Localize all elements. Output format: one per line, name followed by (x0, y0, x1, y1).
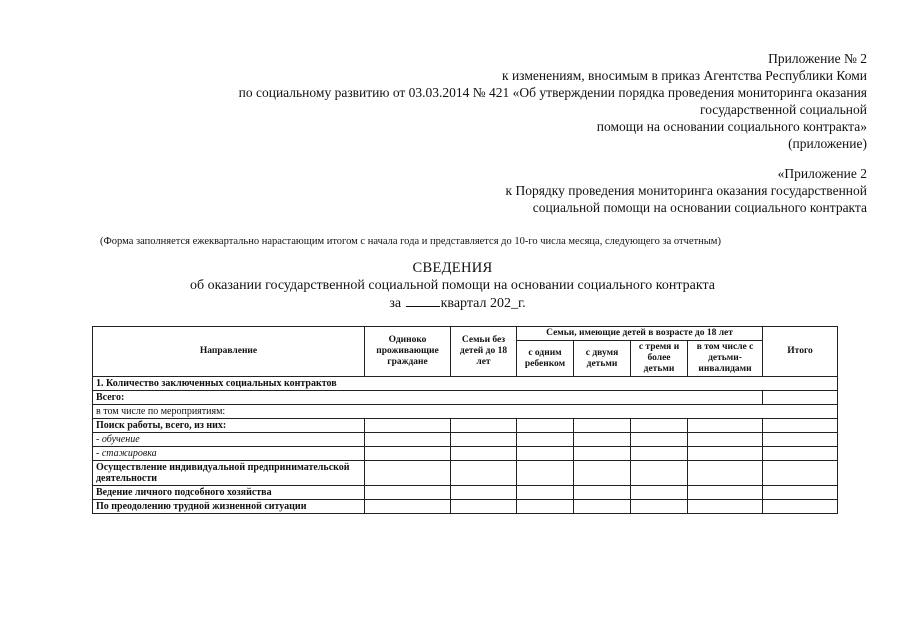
table-cell[interactable] (631, 419, 688, 433)
table-cell[interactable] (517, 486, 574, 500)
title-subtitle: об оказании государственной социальной помощи на основании социального контракта (189, 278, 716, 293)
table-cell[interactable] (451, 419, 517, 433)
table-cell[interactable] (763, 500, 838, 514)
document-title (0, 260, 905, 312)
table-cell[interactable] (365, 447, 451, 461)
table-cell[interactable] (574, 486, 631, 500)
table-cell[interactable] (365, 419, 451, 433)
table-cell[interactable] (574, 447, 631, 461)
procedure-header-line: социальной помощи на основании социального контракта (532, 200, 867, 215)
table-cell[interactable] (688, 433, 763, 447)
table-cell[interactable] (517, 433, 574, 447)
header-direction: Направление (93, 327, 365, 377)
table-cell[interactable] (451, 500, 517, 514)
annex-header-line: помощи на основании социального контракта» (596, 119, 867, 134)
header-one-child: с одним ребенком (517, 341, 574, 377)
table-cell[interactable] (517, 447, 574, 461)
row-entrepreneurship-label: Осуществление индивидуальной предпринимательской деятельности (93, 461, 365, 486)
report-table (92, 326, 838, 514)
header-single: Одиноко проживающие граждане (365, 327, 451, 377)
header-two-children: с двумя детьми (574, 341, 631, 377)
table-cell[interactable] (574, 461, 631, 486)
procedure-header-line: «Приложение 2 (777, 166, 867, 181)
table-cell[interactable] (365, 461, 451, 486)
cell-all-total[interactable] (763, 391, 838, 405)
table-cell[interactable] (688, 419, 763, 433)
table-cell[interactable] (688, 500, 763, 514)
table-cell[interactable] (365, 433, 451, 447)
table-cell[interactable] (451, 433, 517, 447)
form-note: (Форма заполняется ежеквартально нарастающим итогом с начала года и представляется до 10-го числа месяца, следующего за отчетным) (100, 236, 721, 247)
procedure-header-line: к Порядку проведения мониторинга оказания государственной (505, 183, 867, 198)
table-cell[interactable] (763, 486, 838, 500)
table-cell[interactable] (631, 461, 688, 486)
header-no-children: Семьи без детей до 18 лет (451, 327, 517, 377)
title-period-prefix: за (389, 296, 402, 311)
row-training-label: - обучение (93, 433, 365, 447)
annex-header-line: государственной социальной (700, 102, 867, 117)
header-three-plus: с тремя и более детьми (631, 341, 688, 377)
row-hardship-label: По преодолению трудной жизненной ситуации (93, 500, 365, 514)
annex-header-line: к изменениям, вносимым в приказ Агентства Республики Коми (502, 68, 867, 83)
table-cell[interactable] (688, 447, 763, 461)
table-cell[interactable] (365, 486, 451, 500)
procedure-header (506, 165, 867, 216)
title-main: СВЕДЕНИЯ (412, 260, 493, 276)
title-period-suffix: квартал 202_г. (440, 296, 526, 311)
annex-header-line: (приложение) (788, 136, 867, 151)
header-disabled-children: в том числе с детьми-инвалидами (688, 341, 763, 377)
table-cell[interactable] (451, 486, 517, 500)
header-total: Итого (763, 327, 838, 377)
annex-header-line: по социальному развитию от 03.03.2014 № 421 «Об утверждении порядка проведения мониторинга оказания (238, 85, 867, 100)
table-cell[interactable] (517, 419, 574, 433)
table-cell[interactable] (631, 433, 688, 447)
row-all-label: Всего: (93, 391, 763, 405)
header-with-children: Семьи, имеющие детей в возрасте до 18 лет (517, 327, 763, 341)
quarter-blank[interactable] (406, 294, 440, 307)
row-including-label: в том числе по мероприятиям: (93, 405, 838, 419)
table-cell[interactable] (688, 461, 763, 486)
table-cell[interactable] (763, 447, 838, 461)
table-cell[interactable] (763, 433, 838, 447)
table-cell[interactable] (631, 500, 688, 514)
table-cell[interactable] (451, 447, 517, 461)
annex-header (239, 50, 867, 152)
table-cell[interactable] (763, 461, 838, 486)
table-cell[interactable] (631, 486, 688, 500)
table-cell[interactable] (517, 500, 574, 514)
title-period (10, 294, 905, 312)
row-internship-label: - стажировка (93, 447, 365, 461)
table-cell[interactable] (688, 486, 763, 500)
section-title: 1. Количество заключенных социальных контрактов (93, 377, 838, 391)
table-cell[interactable] (574, 500, 631, 514)
table-cell[interactable] (517, 461, 574, 486)
row-job-search-label: Поиск работы, всего, из них: (93, 419, 365, 433)
table-cell[interactable] (574, 433, 631, 447)
table-cell[interactable] (763, 419, 838, 433)
annex-header-line: Приложение № 2 (768, 51, 867, 66)
table-cell[interactable] (365, 500, 451, 514)
table-cell[interactable] (451, 461, 517, 486)
table-cell[interactable] (631, 447, 688, 461)
table-cell[interactable] (574, 419, 631, 433)
row-household-label: Ведение личного подсобного хозяйства (93, 486, 365, 500)
